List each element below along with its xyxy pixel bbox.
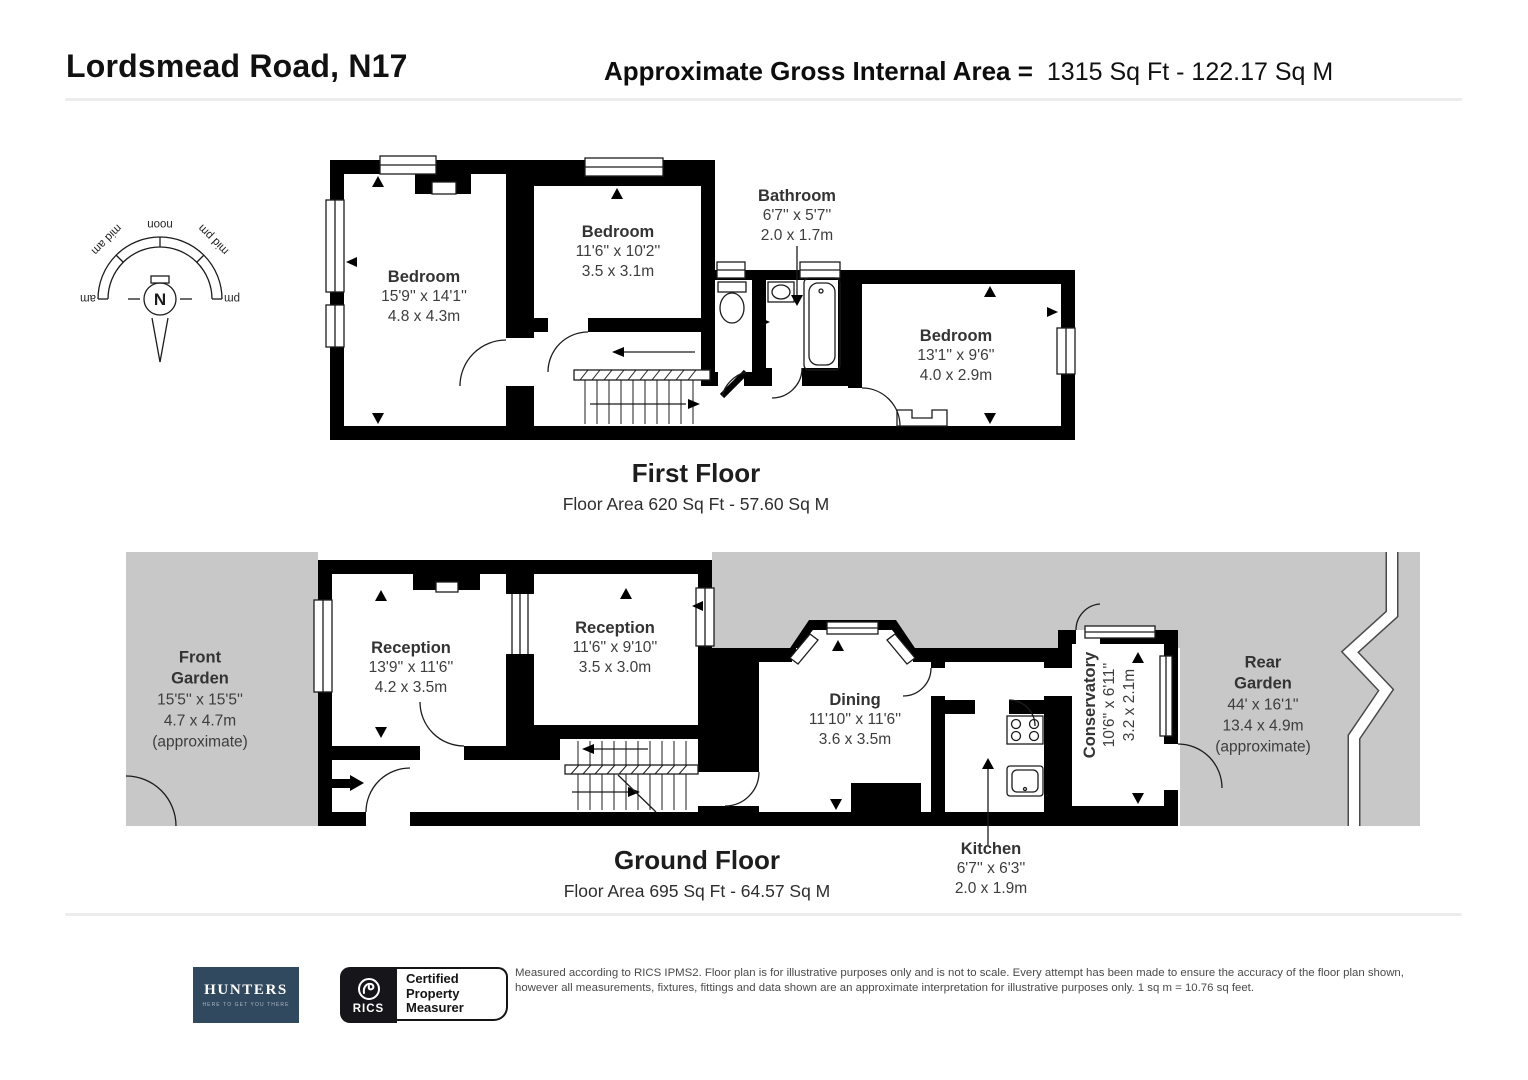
- compass-north-label: N: [153, 290, 167, 309]
- room-label-conservatory: Conservatory 10'6'' x 6'11'' 3.2 x 2.1m: [1081, 651, 1138, 759]
- room-label-bedroom-3: Bedroom 13'1'' x 9'6'' 4.0 x 2.9m: [917, 327, 995, 384]
- rics-certified-label: Certified Property Measurer: [397, 967, 508, 1021]
- compass-mid-am-label: mid am: [88, 221, 124, 257]
- rics-certification-badge: [340, 967, 508, 1023]
- page-title: Lordsmead Road, N17: [66, 48, 408, 84]
- room-label-dining: Dining 11'10'' x 11'6'' 3.6 x 3.5m: [808, 691, 902, 748]
- rics-logo: RICS: [340, 967, 397, 1023]
- room-label-rear-garden: Rear Garden 44' x 16'1'' 13.4 x 4.9m (approximate): [1215, 653, 1311, 756]
- gia-value: 1315 Sq Ft - 122.17 Sq M: [1046, 58, 1334, 86]
- gia-label: Approximate Gross Internal Area =: [604, 56, 1033, 86]
- hunters-logo-text: HUNTERS: [204, 982, 288, 998]
- compass-am-label: am: [80, 292, 96, 304]
- rics-lion-icon: [354, 976, 384, 1002]
- room-label-reception-1: Reception 13'9'' x 11'6'' 4.2 x 3.5m: [368, 639, 454, 696]
- disclaimer-text: Measured according to RICS IPMS2. Floor plan is for illustrative purposes only and is not to scale. Every attempt has been made to ensure the accuracy of the floor plan shown, however all measurements, fixtures, fittings and data shown are an approximate interpretation for illustrative purposes only. 1 sq m = 10.76 sq feet.: [515, 967, 1404, 994]
- room-label-kitchen: Kitchen 6'7'' x 6'3'' 2.0 x 1.9m: [954, 840, 1028, 897]
- hunters-logo: [193, 967, 299, 1023]
- compass-mid-pm-label: mid pm: [196, 221, 232, 257]
- room-label-bathroom: Bathroom 6'7'' x 5'7'' 2.0 x 1.7m: [758, 187, 836, 244]
- hunters-tagline: HERE TO GET YOU THERE: [202, 1002, 290, 1008]
- compass-icon: [80, 218, 240, 362]
- compass-pm-label: pm: [224, 292, 240, 304]
- ground-floor-caption: Ground Floor Floor Area 695 Sq Ft - 64.57 Sq M: [563, 845, 831, 901]
- room-label-bedroom-1: Bedroom 15'9'' x 14'1'' 4.8 x 4.3m: [381, 268, 467, 325]
- compass-noon-label: noon: [147, 218, 173, 230]
- room-label-bedroom-2: Bedroom 11'6'' x 10'2'' 3.5 x 3.1m: [575, 223, 661, 280]
- room-label-reception-2: Reception 11'6'' x 9'10'' 3.5 x 3.0m: [572, 619, 658, 676]
- room-label-front-garden: Front Garden 15'5'' x 15'5'' 4.7 x 4.7m (approximate): [152, 648, 248, 751]
- first-floor-caption: First Floor Floor Area 620 Sq Ft - 57.60 Sq M: [562, 458, 830, 514]
